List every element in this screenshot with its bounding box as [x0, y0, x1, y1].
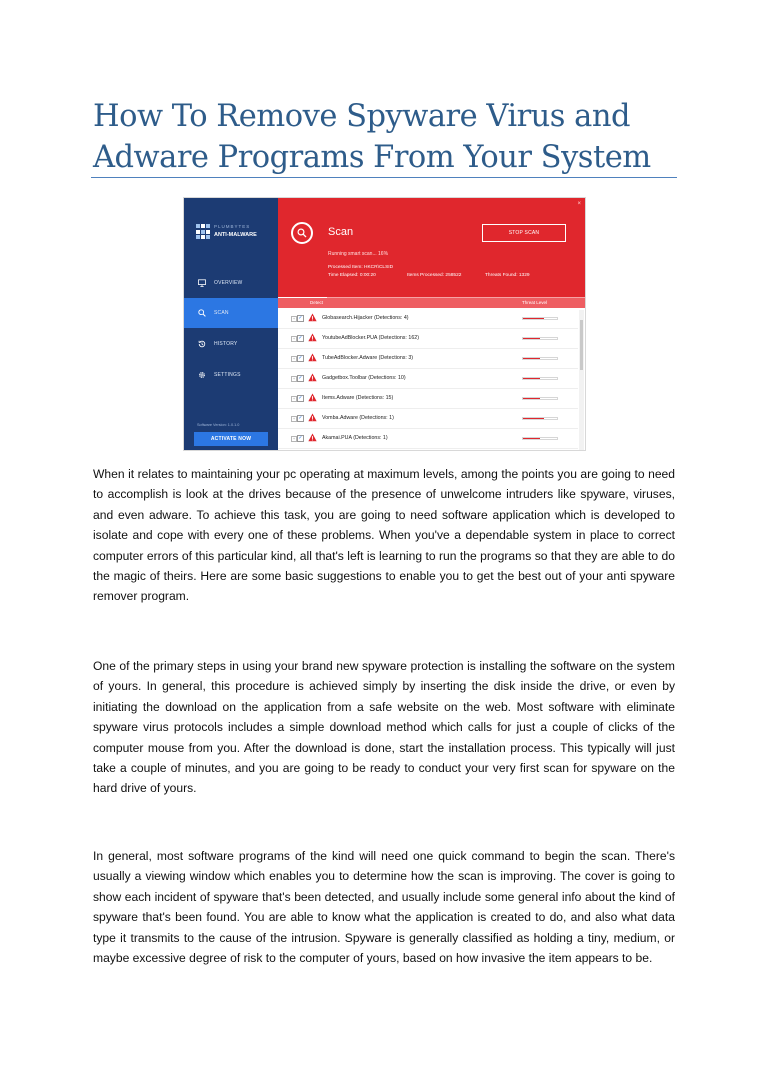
detection-checkbox[interactable]: ✓: [298, 355, 303, 361]
expand-icon[interactable]: +: [292, 336, 296, 341]
stat-time-elapsed: Time Elapsed: 0:00:20: [328, 273, 376, 278]
threat-level-fill: [523, 438, 540, 439]
threat-level-fill: [523, 418, 544, 419]
search-icon: [198, 309, 206, 317]
activate-now-button[interactable]: ACTIVATE NOW: [194, 432, 268, 446]
nav-item-settings[interactable]: [184, 360, 278, 390]
monitor-icon: [198, 279, 206, 287]
page-title: How To Remove Spyware Virus and Adware Programs From Your System: [93, 99, 651, 175]
stat-threats-found: Threats Found: 1329: [485, 273, 530, 278]
expand-icon[interactable]: +: [292, 356, 296, 361]
nav-item-scan[interactable]: [184, 298, 278, 328]
stop-scan-button[interactable]: STOP SCAN: [482, 224, 566, 242]
threat-level-fill: [523, 398, 540, 399]
warning-icon: [308, 373, 317, 382]
app-sidebar: [184, 198, 278, 450]
scroll-thumb[interactable]: [580, 320, 583, 370]
expand-icon[interactable]: +: [292, 436, 296, 441]
detection-row[interactable]: [278, 429, 578, 449]
detection-checkbox[interactable]: ✓: [298, 315, 303, 321]
detection-row[interactable]: [278, 369, 578, 389]
detection-name: Vomba.Adware (Detections: 1): [322, 415, 394, 421]
detection-row[interactable]: [278, 309, 578, 329]
close-icon[interactable]: ×: [577, 201, 581, 207]
warning-icon: [308, 353, 317, 362]
detection-row[interactable]: [278, 329, 578, 349]
threat-level-bar: [522, 337, 558, 340]
app-main: [278, 198, 586, 450]
warning-icon: [308, 313, 317, 322]
detection-checkbox[interactable]: ✓: [298, 435, 303, 441]
anti-malware-screenshot: [183, 197, 586, 451]
detection-name: TubeAdBlocker.Adware (Detections: 3): [322, 355, 414, 361]
detection-row[interactable]: [278, 409, 578, 429]
detection-checkbox[interactable]: ✓: [298, 335, 303, 341]
stat-items-processed: Items Processed: 258522: [407, 273, 462, 278]
detection-name: YoutubeAdBlocker.PUA (Detections: 162): [322, 335, 419, 341]
warning-icon: [308, 333, 317, 342]
detection-checkbox[interactable]: ✓: [298, 415, 303, 421]
expand-icon[interactable]: +: [292, 416, 296, 421]
scan-title: Scan: [328, 226, 354, 238]
nav-item-history[interactable]: [184, 329, 278, 359]
nav-label: HISTORY: [214, 341, 238, 347]
detections-scrollbar[interactable]: [579, 310, 584, 451]
logo-brand-text: PLUMBYTES: [214, 224, 251, 229]
scan-status: Running smart scan... 16%: [328, 251, 389, 257]
expand-icon[interactable]: +: [292, 376, 296, 381]
warning-icon: [308, 413, 317, 422]
threat-level-fill: [523, 358, 540, 359]
threat-level-fill: [523, 318, 544, 319]
nav-label: SETTINGS: [214, 372, 241, 378]
logo-grid-icon: [196, 224, 210, 240]
scan-search-icon: [291, 222, 313, 244]
title-underline: [91, 177, 677, 178]
threat-level-bar: [522, 437, 558, 440]
detections-header: [278, 298, 586, 308]
threat-level-bar: [522, 377, 558, 380]
detection-name: Gadgetbox.Toolbar (Detections: 10): [322, 375, 406, 381]
nav-label: OVERVIEW: [214, 280, 243, 286]
scan-header: [278, 198, 586, 298]
warning-icon: [308, 393, 317, 402]
detections-list: [278, 309, 578, 451]
detection-name: Globasearch.Hijacker (Detections: 4): [322, 315, 409, 321]
paragraph-1: When it relates to maintaining your pc operating at maximum levels, among the points you are going to need to accomplish is look at the drives because of the presence of unwelcome intruders like spyware, viruses, and even adware. To achieve this task, you are going to need software application which is developed to isolate and cope with every one of these problems. When you've a dependable system in place to correct computer errors of this particular kind, all that's left is learning to run the programs so that they are able to do the magic of theirs. Here are some basic suggestions to enable you to get the best out of your anti spyware remover program.: [93, 467, 675, 604]
nav-label: SCAN: [214, 310, 229, 316]
nav-item-overview[interactable]: [184, 268, 278, 298]
detection-name: Items.Adware (Detections: 15): [322, 395, 394, 401]
expand-icon[interactable]: +: [292, 316, 296, 321]
threat-level-bar: [522, 397, 558, 400]
threat-level-bar: [522, 417, 558, 420]
warning-icon: [308, 433, 317, 442]
threat-level-bar: [522, 317, 558, 320]
gear-icon: [198, 371, 206, 379]
detection-checkbox[interactable]: ✓: [298, 395, 303, 401]
stat-processed-item: Processed Item: HKCR\CLSID: [328, 265, 394, 270]
logo-product-text: ANTI-MALWARE: [214, 232, 257, 238]
history-icon: [198, 340, 206, 348]
threat-level-bar: [522, 357, 558, 360]
software-version: Software Version: 1.0.1.0: [197, 423, 240, 427]
detection-row[interactable]: [278, 349, 578, 369]
detection-checkbox[interactable]: ✓: [298, 375, 303, 381]
column-detect: Detect: [310, 300, 324, 305]
paragraph-2: One of the primary steps in using your brand new spyware protection is installing the software on the system of yours. In general, this procedure is achieved simply by inserting the disk inside the drive, or even by initiating the download on the application from a safe website on the web. Most software with eliminate spyware virus protocols includes a simple download method which calls for just a couple of clicks of the computer mouse from you. After the download is done, start the installation process. This typically will just take a couple of minutes, and you are going to be ready to conduct your very first scan for spyware on the hard drive of yours.: [93, 659, 675, 796]
detection-row[interactable]: [278, 389, 578, 409]
threat-level-fill: [523, 338, 540, 339]
expand-icon[interactable]: +: [292, 396, 296, 401]
detection-name: Akamai.PUA (Detections: 1): [322, 435, 388, 441]
app-logo: [196, 223, 276, 245]
threat-level-fill: [523, 378, 540, 379]
paragraph-3: In general, most software programs of the kind will need one quick command to begin the scan. There's usually a viewing window which enables you to determine how the scan is improving. The cover is going to show each incident of spyware that's been detected, and usually include some general info about the kind of spyware that's been found. You are able to know what the application is created to do, and also what data type it transmits to the cause of the intrusion. Spyware is generally classified as holding a tiny, medium, or maybe excessive degree of risk to the computer of yours, based on how invasive the item appears to be.: [93, 849, 675, 966]
column-threat-level: Threat Level: [522, 300, 548, 305]
